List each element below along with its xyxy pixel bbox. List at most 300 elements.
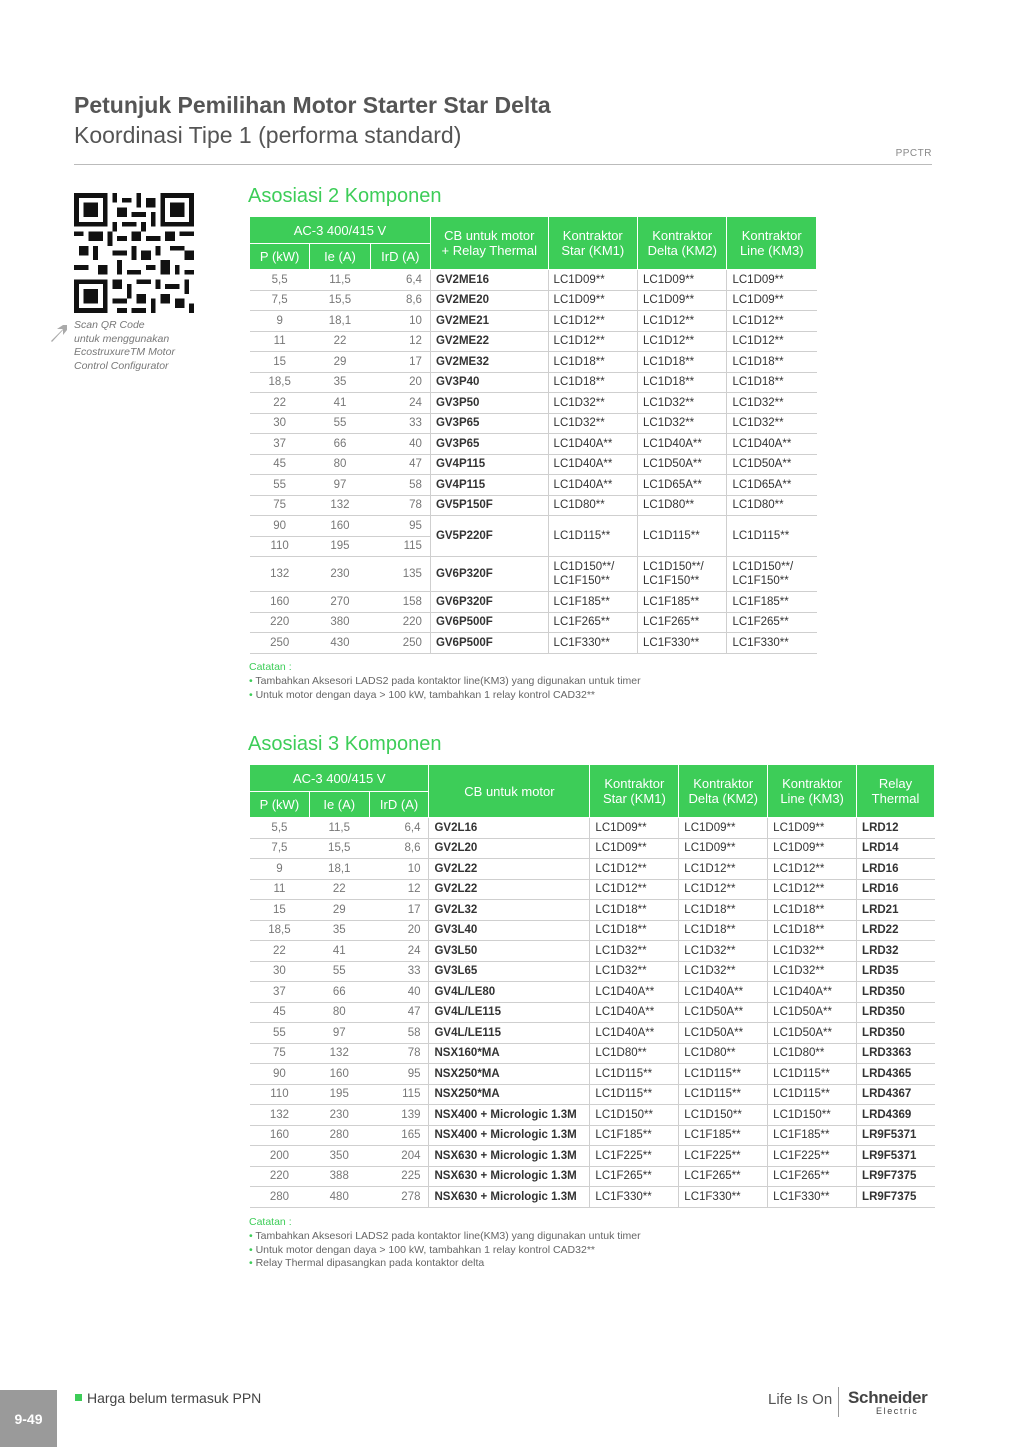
p-cell: 160 — [250, 1125, 310, 1146]
table-row — [250, 920, 935, 941]
km3-cell: LC1D65A** — [727, 475, 817, 496]
relay-cell: LRD14 — [857, 838, 935, 859]
relay-cell: LRD4367 — [857, 1084, 935, 1105]
note-text: Tambahkan Aksesori LADS2 pada kontaktor line(KM3) yang digunakan untuk timer — [255, 1229, 641, 1242]
km3-cell — [727, 557, 817, 592]
ie-cell: 15,5 — [310, 290, 370, 311]
cb-cell: NSX400 + Micrologic 1.3M — [429, 1125, 590, 1146]
ird-cell: 17 — [370, 352, 430, 373]
cb-cell: GV2ME16 — [430, 270, 548, 291]
p-cell: 9 — [250, 311, 310, 332]
p-cell: 110 — [250, 536, 310, 557]
km1-header — [590, 765, 679, 818]
km3-cell: LC1F185** — [727, 592, 817, 613]
note-item: • Untuk motor dengan daya > 100 kW, tambahkan 1 relay kontrol CAD32** — [249, 1243, 595, 1256]
cb-cell: GV3L50 — [429, 941, 590, 962]
p-cell: 75 — [250, 1043, 310, 1064]
qr-note-line: EcostruxureTM Motor — [74, 346, 175, 359]
p-cell: 132 — [250, 557, 310, 592]
ie-cell: 280 — [309, 1125, 369, 1146]
km2-cell: LC1D18** — [679, 900, 768, 921]
km1-cell: LC1D18** — [548, 372, 637, 393]
ird-cell: 78 — [370, 495, 430, 516]
page-number: 9-49 — [0, 1390, 57, 1447]
p-cell: 11 — [250, 331, 310, 352]
km1-cell: LC1D40A** — [548, 475, 637, 496]
ie-cell: 66 — [310, 434, 370, 455]
ie-cell: 230 — [310, 557, 370, 592]
table-row — [250, 372, 817, 393]
table-row — [250, 961, 935, 982]
ird-cell: 20 — [369, 920, 429, 941]
km3-cell: LC1D12** — [768, 879, 857, 900]
footer-note — [75, 1390, 261, 1406]
ird-cell: 225 — [369, 1166, 429, 1187]
relay-header — [857, 765, 935, 818]
cb-cell: NSX630 + Micrologic 1.3M — [429, 1187, 590, 1208]
km1-cell: LC1D80** — [590, 1043, 679, 1064]
note-item: • Tambahkan Aksesori LADS2 pada kontaktor line(KM3) yang digunakan untuk timer — [249, 1229, 641, 1242]
ie-cell: 350 — [309, 1146, 369, 1167]
km1-cell: LC1F265** — [590, 1166, 679, 1187]
km2-cell: LC1D80** — [679, 1043, 768, 1064]
p-cell: 18,5 — [250, 920, 310, 941]
km2-cell: LC1D18** — [638, 372, 727, 393]
km2-cell: LC1D18** — [638, 352, 727, 373]
p-header: P (kW) — [250, 244, 310, 270]
p-cell: 55 — [250, 475, 310, 496]
km3-cell: LC1F265** — [727, 612, 817, 633]
ie-cell: 11,5 — [310, 270, 370, 291]
ie-cell: 195 — [310, 536, 370, 557]
cb-cell: GV3L40 — [429, 920, 590, 941]
ie-cell: 22 — [309, 879, 369, 900]
table-row — [250, 1105, 935, 1126]
table-row — [250, 352, 817, 373]
table-row — [250, 516, 817, 537]
ie-cell: 380 — [310, 612, 370, 633]
table-row — [250, 941, 935, 962]
km1-cell: LC1D115** — [548, 516, 637, 557]
km2-header-line: Delta (KM2) — [647, 243, 717, 258]
km3-header-line: Kontraktor — [741, 228, 802, 243]
relay-cell: LRD350 — [857, 982, 935, 1003]
ird-cell: 278 — [369, 1187, 429, 1208]
ird-cell: 220 — [370, 612, 430, 633]
ie-cell: 55 — [309, 961, 369, 982]
km3-cell: LC1D18** — [768, 900, 857, 921]
relay-cell: LR9F5371 — [857, 1146, 935, 1167]
km1-cell: LC1D12** — [590, 859, 679, 880]
km2-header-line: Delta (KM2) — [688, 791, 758, 806]
km1-cell: LC1D18** — [590, 920, 679, 941]
ie-cell: 388 — [309, 1166, 369, 1187]
cb-cell: GV4P115 — [430, 454, 548, 475]
section-3-notes — [249, 1216, 641, 1271]
ie-cell: 15,5 — [309, 838, 369, 859]
cb-cell: GV2L32 — [429, 900, 590, 921]
km2-cell: LC1D12** — [638, 311, 727, 332]
km2-cell: LC1F330** — [638, 633, 727, 654]
section-2-title: Asosiasi 2 Komponen — [248, 185, 442, 207]
km3-cell: LC1D50A** — [768, 1002, 857, 1023]
km1-header-line: Star (KM1) — [602, 791, 666, 806]
cb-header-line: CB untuk motor — [444, 228, 535, 243]
km1-cell: LC1F265** — [548, 612, 637, 633]
ird-cell: 250 — [370, 633, 430, 654]
table-row — [250, 838, 935, 859]
km2-cell: LC1D12** — [638, 331, 727, 352]
ie-cell: 230 — [309, 1105, 369, 1126]
km3-cell: LC1D18** — [768, 920, 857, 941]
p-cell: 110 — [250, 1084, 310, 1105]
ie-cell: 11,5 — [309, 818, 369, 839]
p-cell: 132 — [250, 1105, 310, 1126]
relay-cell: LRD35 — [857, 961, 935, 982]
km2-cell: LC1D32** — [679, 961, 768, 982]
ird-cell: 33 — [369, 961, 429, 982]
brand-logo-sub: Electric — [876, 1406, 919, 1416]
table-row — [250, 434, 817, 455]
km3-cell: LC1D80** — [727, 495, 817, 516]
km2-cell: LC1D12** — [679, 859, 768, 880]
relay-cell: LRD16 — [857, 859, 935, 880]
notes-label: Catatan : — [249, 661, 292, 673]
km3-cell: LC1D18** — [727, 372, 817, 393]
km3-line: LC1D150**/ — [732, 561, 794, 573]
cb-cell: GV5P220F — [430, 516, 548, 557]
qr-code-icon[interactable] — [74, 193, 194, 313]
table-row — [250, 859, 935, 880]
km3-header — [727, 217, 817, 270]
km3-cell: LC1D40A** — [768, 982, 857, 1003]
section-3-title: Asosiasi 3 Komponen — [248, 733, 442, 755]
ird-cell: 58 — [369, 1023, 429, 1044]
cb-cell: GV2ME20 — [430, 290, 548, 311]
km3-header-line: Kontraktor — [782, 776, 843, 791]
ie-cell: 80 — [309, 1002, 369, 1023]
ird-cell: 158 — [370, 592, 430, 613]
km1-cell: LC1D32** — [590, 961, 679, 982]
km1-header — [548, 217, 637, 270]
ird-cell: 33 — [370, 413, 430, 434]
km2-cell: LC1F265** — [638, 612, 727, 633]
km3-cell: LC1D115** — [727, 516, 817, 557]
ie-cell: 160 — [309, 1064, 369, 1085]
header-divider — [74, 164, 932, 165]
table-row — [250, 900, 935, 921]
km3-cell: LC1F330** — [768, 1187, 857, 1208]
ird-cell: 6,4 — [369, 818, 429, 839]
km1-line: LC1F150** — [553, 575, 610, 587]
notes-label: Catatan : — [249, 1216, 292, 1228]
page-code: PPCTR — [895, 148, 932, 159]
table-row — [250, 495, 817, 516]
ie-cell: 41 — [309, 941, 369, 962]
km2-cell — [638, 557, 727, 592]
table-row — [250, 1002, 935, 1023]
relay-cell: LR9F5371 — [857, 1125, 935, 1146]
table-row — [250, 592, 817, 613]
km3-cell: LC1D32** — [768, 941, 857, 962]
km1-header-line: Star (KM1) — [561, 243, 625, 258]
table-row — [250, 454, 817, 475]
page-title: Petunjuk Pemilihan Motor Starter Star Delta — [74, 92, 551, 118]
relay-cell: LRD16 — [857, 879, 935, 900]
ird-cell: 204 — [369, 1146, 429, 1167]
km2-cell: LC1D115** — [679, 1064, 768, 1085]
km1-header-line: Kontraktor — [562, 228, 623, 243]
km2-cell: LC1D09** — [638, 290, 727, 311]
km1-cell: LC1D40A** — [548, 434, 637, 455]
qr-note-line: Control Configurator — [74, 359, 169, 372]
p-cell: 11 — [250, 879, 310, 900]
table-row — [250, 633, 817, 654]
km1-cell: LC1D115** — [590, 1064, 679, 1085]
ird-header: IrD (A) — [370, 244, 430, 270]
p-cell: 30 — [250, 961, 310, 982]
km2-cell: LC1F185** — [638, 592, 727, 613]
p-cell: 37 — [250, 982, 310, 1003]
table-row — [250, 1125, 935, 1146]
cb-cell: GV2ME32 — [430, 352, 548, 373]
ird-cell: 115 — [369, 1084, 429, 1105]
km3-cell: LC1D12** — [727, 311, 817, 332]
relay-cell: LR9F7375 — [857, 1187, 935, 1208]
ie-cell: 22 — [310, 331, 370, 352]
km3-header-line: Line (KM3) — [739, 243, 804, 258]
km2-cell: LC1D50A** — [679, 1002, 768, 1023]
km1-cell: LC1D115** — [590, 1084, 679, 1105]
ie-cell: 18,1 — [310, 311, 370, 332]
cb-cell: GV4P115 — [430, 475, 548, 496]
table-row — [250, 413, 817, 434]
p-cell: 90 — [250, 1064, 310, 1085]
km3-cell: LC1F265** — [768, 1166, 857, 1187]
ird-cell: 6,4 — [370, 270, 430, 291]
km2-cell: LC1D12** — [679, 879, 768, 900]
km1-header-line: Kontraktor — [604, 776, 665, 791]
km2-cell: LC1D65A** — [638, 475, 727, 496]
ird-cell: 20 — [370, 372, 430, 393]
km3-cell: LC1D40A** — [727, 434, 817, 455]
table-row — [250, 557, 817, 592]
cb-cell: NSX160*MA — [429, 1043, 590, 1064]
km3-cell: LC1D09** — [727, 270, 817, 291]
ird-cell: 10 — [369, 859, 429, 880]
cb-cell: NSX630 + Micrologic 1.3M — [429, 1166, 590, 1187]
ird-cell: 139 — [369, 1105, 429, 1126]
km2-cell: LC1D32** — [638, 393, 727, 414]
ird-cell: 12 — [370, 331, 430, 352]
km2-cell: LC1D32** — [679, 941, 768, 962]
km1-cell: LC1D150** — [590, 1105, 679, 1126]
ird-cell: 17 — [369, 900, 429, 921]
ird-cell: 165 — [369, 1125, 429, 1146]
relay-cell: LR9F7375 — [857, 1166, 935, 1187]
cb-cell: NSX250*MA — [429, 1084, 590, 1105]
ie-cell: 160 — [310, 516, 370, 537]
km3-cell: LC1D12** — [768, 859, 857, 880]
relay-cell: LRD3363 — [857, 1043, 935, 1064]
table-row — [250, 311, 817, 332]
km3-cell: LC1D115** — [768, 1084, 857, 1105]
p-cell: 18,5 — [250, 372, 310, 393]
km2-cell: LC1F265** — [679, 1166, 768, 1187]
p-cell: 280 — [250, 1187, 310, 1208]
ie-header: Ie (A) — [309, 792, 369, 818]
ird-cell: 12 — [369, 879, 429, 900]
table-row — [250, 475, 817, 496]
km3-cell: LC1D32** — [727, 393, 817, 414]
ird-cell: 40 — [370, 434, 430, 455]
km3-header — [768, 765, 857, 818]
relay-cell: LRD4369 — [857, 1105, 935, 1126]
ird-cell: 135 — [370, 557, 430, 592]
cb-cell: GV3P40 — [430, 372, 548, 393]
note-item: • Tambahkan Aksesori LADS2 pada kontaktor line(KM3) yang digunakan untuk timer — [249, 674, 641, 687]
km3-cell: LC1D12** — [727, 331, 817, 352]
ie-cell: 55 — [310, 413, 370, 434]
km1-cell: LC1D40A** — [590, 1023, 679, 1044]
km2-cell: LC1D50A** — [679, 1023, 768, 1044]
km2-cell: LC1D115** — [638, 516, 727, 557]
note-item: • Relay Thermal dipasangkan pada kontaktor delta — [249, 1257, 485, 1270]
ird-cell: 47 — [369, 1002, 429, 1023]
cb-cell: GV6P500F — [430, 633, 548, 654]
bullet-square-icon — [75, 1394, 82, 1401]
relay-cell: LRD350 — [857, 1023, 935, 1044]
ird-cell: 24 — [369, 941, 429, 962]
ie-cell: 270 — [310, 592, 370, 613]
km3-cell: LC1D150** — [768, 1105, 857, 1126]
ie-cell: 35 — [309, 920, 369, 941]
table-row — [250, 1166, 935, 1187]
ie-cell: 18,1 — [309, 859, 369, 880]
cb-cell: GV3P50 — [430, 393, 548, 414]
km1-cell: LC1D40A** — [548, 454, 637, 475]
km2-cell: LC1F185** — [679, 1125, 768, 1146]
km1-cell — [548, 557, 637, 592]
cb-cell: GV3P65 — [430, 434, 548, 455]
ie-cell: 66 — [309, 982, 369, 1003]
km1-cell: LC1D09** — [590, 838, 679, 859]
ac3-header: AC-3 400/415 V — [250, 765, 429, 792]
table-row — [250, 290, 817, 311]
km3-cell: LC1D09** — [727, 290, 817, 311]
cb-cell: NSX630 + Micrologic 1.3M — [429, 1146, 590, 1167]
km1-cell: LC1D18** — [548, 352, 637, 373]
km2-line: LC1D150**/ — [643, 561, 704, 573]
p-cell: 75 — [250, 495, 310, 516]
km1-cell: LC1D09** — [548, 290, 637, 311]
km3-cell: LC1D09** — [768, 838, 857, 859]
cb-cell: GV4L/LE115 — [429, 1002, 590, 1023]
km1-cell: LC1D40A** — [590, 982, 679, 1003]
km2-cell: LC1D150** — [679, 1105, 768, 1126]
ie-cell: 80 — [310, 454, 370, 475]
km3-cell: LC1D115** — [768, 1064, 857, 1085]
cb-cell: GV4L/LE80 — [429, 982, 590, 1003]
km2-cell: LC1D40A** — [679, 982, 768, 1003]
table-row — [250, 270, 817, 291]
cb-cell: GV6P320F — [430, 592, 548, 613]
cb-cell: GV3P65 — [430, 413, 548, 434]
relay-cell: LRD21 — [857, 900, 935, 921]
table-row — [250, 818, 935, 839]
km1-cell: LC1F330** — [590, 1187, 679, 1208]
qr-note-line: Scan QR Code — [74, 319, 145, 331]
cb-cell: GV5P150F — [430, 495, 548, 516]
km2-cell: LC1D40A** — [638, 434, 727, 455]
table-row — [250, 1064, 935, 1085]
table-row — [250, 1084, 935, 1105]
cb-header-line: + Relay Thermal — [441, 243, 537, 258]
cb-header: CB untuk motor — [429, 765, 590, 818]
km1-cell: LC1D40A** — [590, 1002, 679, 1023]
ie-cell: 97 — [309, 1023, 369, 1044]
p-cell: 7,5 — [250, 290, 310, 311]
ird-cell: 95 — [370, 516, 430, 537]
relay-header-line: Thermal — [871, 791, 920, 806]
qr-note-line: untuk menggunakan — [74, 332, 170, 345]
km2-cell: LC1D50A** — [638, 454, 727, 475]
km3-cell: LC1D32** — [727, 413, 817, 434]
page-subtitle: Koordinasi Tipe 1 (performa standard) — [74, 122, 462, 148]
note-text: Relay Thermal dipasangkan pada kontaktor delta — [255, 1257, 485, 1270]
note-text: Untuk motor dengan daya > 100 kW, tambahkan 1 relay kontrol CAD32** — [255, 1243, 595, 1256]
two-component-table — [249, 216, 817, 654]
km2-cell: LC1D18** — [679, 920, 768, 941]
ie-cell: 97 — [310, 475, 370, 496]
km2-header-line: Kontraktor — [693, 776, 754, 791]
km1-cell: LC1D12** — [590, 879, 679, 900]
ie-header: Ie (A) — [310, 244, 370, 270]
relay-cell: LRD12 — [857, 818, 935, 839]
ird-cell: 78 — [369, 1043, 429, 1064]
ird-header: IrD (A) — [369, 792, 429, 818]
p-cell: 15 — [250, 900, 310, 921]
km1-cell: LC1D32** — [548, 393, 637, 414]
km2-cell: LC1D115** — [679, 1084, 768, 1105]
ird-cell: 115 — [370, 536, 430, 557]
ie-cell: 480 — [309, 1187, 369, 1208]
km2-cell: LC1F225** — [679, 1146, 768, 1167]
note-item: • Untuk motor dengan daya > 100 kW, tambahkan 1 relay kontrol CAD32** — [249, 688, 595, 701]
table-row — [250, 612, 817, 633]
cb-cell: GV2L20 — [429, 838, 590, 859]
three-component-table — [249, 764, 935, 1208]
km2-header — [638, 217, 727, 270]
km2-cell: LC1F330** — [679, 1187, 768, 1208]
p-cell: 160 — [250, 592, 310, 613]
ird-cell: 95 — [369, 1064, 429, 1085]
km2-line: LC1F150** — [643, 575, 700, 587]
cb-cell: GV4L/LE115 — [429, 1023, 590, 1044]
km1-cell: LC1F185** — [590, 1125, 679, 1146]
p-cell: 5,5 — [250, 818, 310, 839]
cb-cell: GV6P500F — [430, 612, 548, 633]
km3-cell: LC1F330** — [727, 633, 817, 654]
table-row — [250, 879, 935, 900]
note-text: Tambahkan Aksesori LADS2 pada kontaktor line(KM3) yang digunakan untuk timer — [255, 674, 641, 687]
relay-cell: LRD32 — [857, 941, 935, 962]
table-row — [250, 331, 817, 352]
cb-cell: GV3L65 — [429, 961, 590, 982]
p-cell: 7,5 — [250, 838, 310, 859]
section-2-notes — [249, 661, 641, 702]
table-row — [250, 1023, 935, 1044]
